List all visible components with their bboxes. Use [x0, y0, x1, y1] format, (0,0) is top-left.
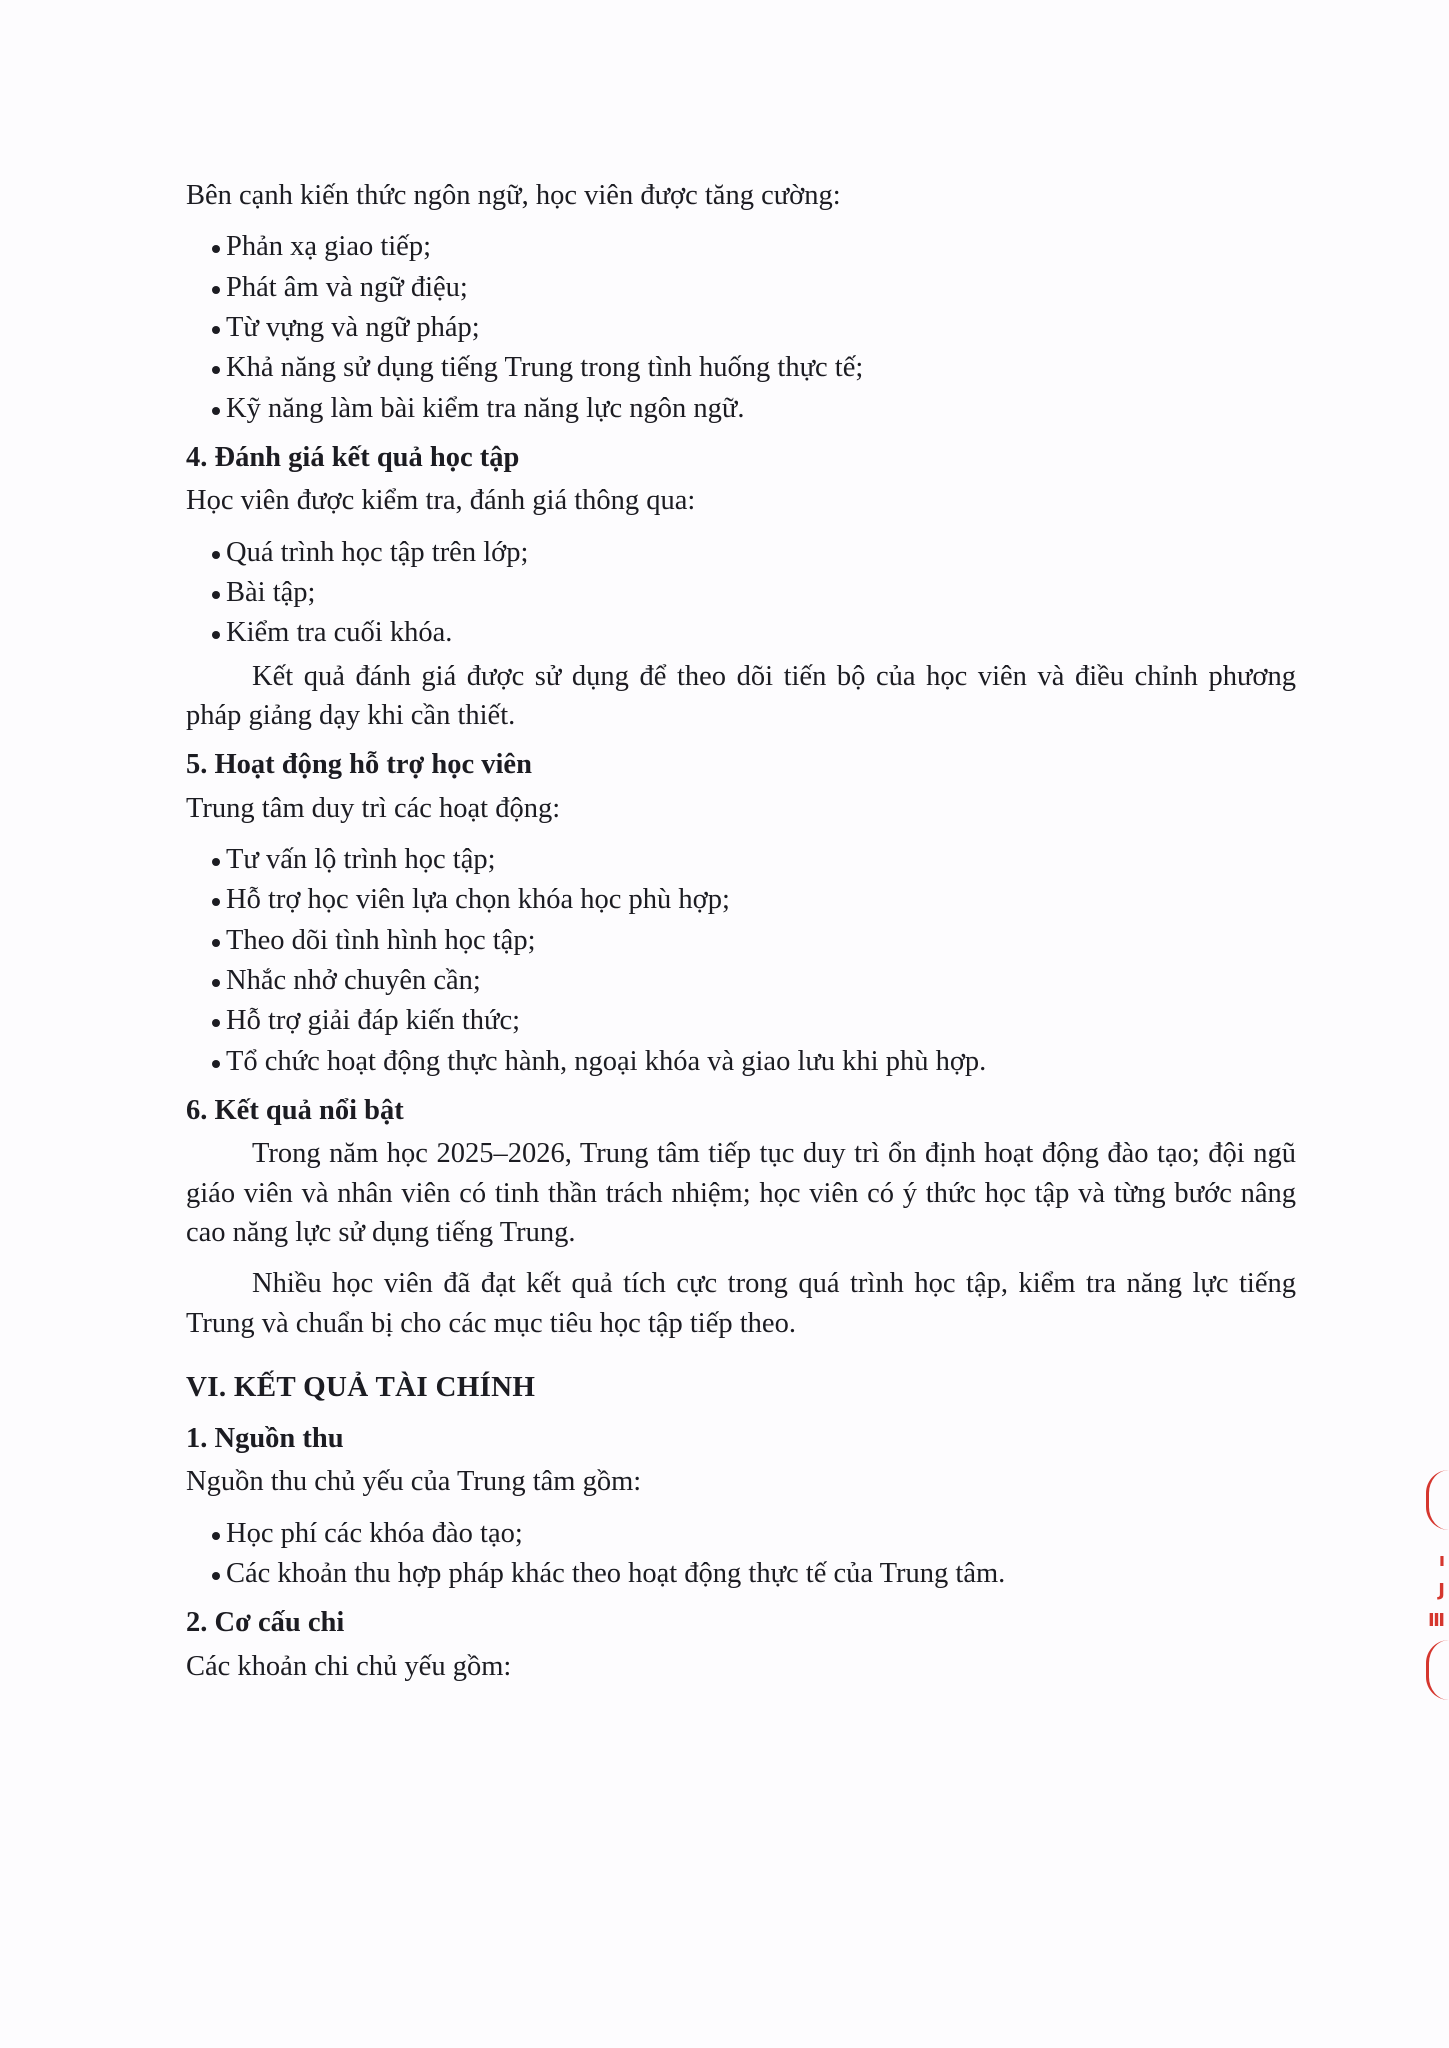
list-item: Phát âm và ngữ điệu;: [212, 268, 1296, 307]
list-item: Kỹ năng làm bài kiểm tra năng lực ngôn ngữ.: [212, 389, 1296, 428]
section6-paragraph: Trong năm học 2025–2026, Trung tâm tiếp tục duy trì ổn định hoạt động đào tạo; đội ngũ giáo viên và nhân viên có tinh thần trách nhiệm; học viên có ý thức học tập và từng bước nâng cao năng lực sử dụng tiếng Trung.: [186, 1138, 1296, 1248]
expense-intro: Các khoản chi chủ yếu gồm:: [186, 1650, 512, 1682]
list-item: Kiểm tra cuối khóa.: [212, 613, 1296, 652]
revenue-list: [186, 1514, 1296, 1594]
section4-heading: 4. Đánh giá kết quả học tập: [186, 441, 520, 473]
document-page: [186, 176, 1296, 1686]
list-item: Hỗ trợ giải đáp kiến thức;: [212, 1001, 1296, 1040]
section3-list: [186, 227, 1296, 428]
section5-intro: Trung tâm duy trì các hoạt động:: [186, 792, 561, 824]
list-item: Học phí các khóa đào tạo;: [212, 1514, 1296, 1553]
part6-title: VI. KẾT QUẢ TÀI CHÍNH: [186, 1370, 536, 1403]
list-item: Bài tập;: [212, 573, 1296, 612]
section3-intro: Bên cạnh kiến thức ngôn ngữ, học viên được tăng cường:: [186, 180, 841, 211]
list-item: Phản xạ giao tiếp;: [212, 227, 1296, 266]
list-item: Hỗ trợ học viên lựa chọn khóa học phù hợp;: [212, 880, 1296, 919]
section4-list: [186, 533, 1296, 653]
list-item: Từ vựng và ngữ pháp;: [212, 308, 1296, 347]
list-item: Nhắc nhở chuyên cần;: [212, 961, 1296, 1000]
revenue-intro: Nguồn thu chủ yếu của Trung tâm gồm:: [186, 1466, 642, 1498]
expense-heading: 2. Cơ cấu chi: [186, 1607, 345, 1639]
section5-heading: 5. Hoạt động hỗ trợ học viên: [186, 749, 532, 781]
list-item: Tổ chức hoạt động thực hành, ngoại khóa và giao lưu khi phù hợp.: [212, 1042, 1296, 1081]
list-item: Quá trình học tập trên lớp;: [212, 533, 1296, 572]
list-item: Các khoản thu hợp pháp khác theo hoạt động thực tế của Trung tâm.: [212, 1554, 1296, 1593]
list-item: Theo dõi tình hình học tập;: [212, 921, 1296, 960]
revenue-heading: 1. Nguồn thu: [186, 1422, 344, 1454]
section6-paragraph: Nhiều học viên đã đạt kết quả tích cực trong quá trình học tập, kiểm tra năng lực tiếng Trung và chuẩn bị cho các mục tiêu học tập tiếp theo.: [186, 1268, 1296, 1339]
list-item: Khả năng sử dụng tiếng Trung trong tình huống thực tế;: [212, 348, 1296, 387]
red-seal-fragment: ı J Ⅲ: [1423, 1470, 1449, 1700]
section5-list: [186, 840, 1296, 1081]
section4-intro: Học viên được kiểm tra, đánh giá thông qua:: [186, 485, 696, 517]
list-item: Tư vấn lộ trình học tập;: [212, 840, 1296, 879]
section4-note: Kết quả đánh giá được sử dụng để theo dõi tiến bộ của học viên và điều chỉnh phương pháp giảng dạy khi cần thiết.: [186, 660, 1296, 731]
section6-heading: 6. Kết quả nổi bật: [186, 1094, 404, 1126]
